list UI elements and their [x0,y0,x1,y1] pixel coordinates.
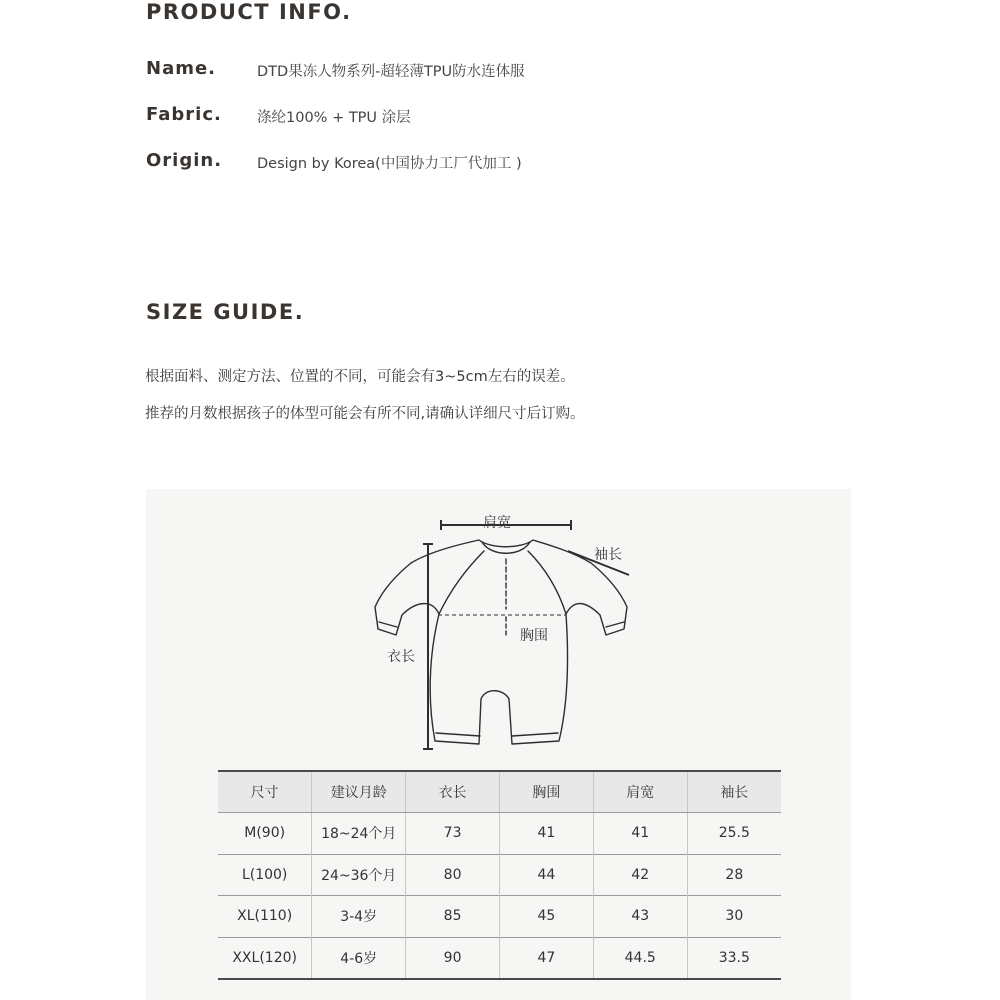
header-chest: 胸围 [499,771,593,813]
cell-age: 24~36个月 [312,854,406,896]
cell-chest: 41 [499,813,593,855]
header-shoulder: 肩宽 [593,771,687,813]
cell-chest: 45 [499,896,593,938]
info-row-fabric [146,104,846,130]
cell-sleeve: 30 [687,896,781,938]
cell-sleeve: 33.5 [687,937,781,979]
size-guide-panel [146,489,851,1000]
cell-chest: 47 [499,937,593,979]
cell-shoulder: 41 [593,813,687,855]
label-sleeve: 袖长 [594,547,622,563]
info-row-name [146,58,846,84]
table-row [218,813,781,855]
cell-size: XL(110) [237,908,293,925]
label-chest: 胸围 [520,628,548,644]
cell-shoulder: 44.5 [593,937,687,979]
header-age: 建议月龄 [312,771,406,813]
table-row [218,896,781,938]
size-table [218,770,781,980]
cell-shoulder: 43 [593,896,687,938]
product-info-title: PRODUCT INFO. [146,0,352,24]
info-label-origin: Origin. [146,150,223,171]
size-note-tolerance: 根据面料、测定方法、位置的不同，可能会有3~5cm左右的误差。 [145,369,575,385]
cell-size: L(100) [241,866,288,883]
cell-age: 4-6岁 [312,937,406,979]
cell-length: 80 [406,854,500,896]
cell-length: 85 [406,896,500,938]
romper-diagram [146,489,851,769]
table-row [218,854,781,896]
size-note-recommendation: 推荐的月数根据孩子的体型可能会有所不同,请确认详细尺寸后订购。 [145,406,585,422]
header-size: 尺寸 [218,771,312,813]
romper-illustration [375,540,627,744]
cell-sleeve: 25.5 [687,813,781,855]
table-row [218,937,781,979]
info-label-fabric: Fabric. [146,104,222,125]
cell-sleeve: 28 [687,854,781,896]
cell-length: 73 [406,813,500,855]
header-length: 衣长 [406,771,500,813]
label-length: 衣长 [387,649,415,665]
info-value-origin: Design by Korea(中国协力工厂代加工 ) [257,156,522,172]
size-table-header-row [218,771,781,813]
cell-shoulder: 42 [593,854,687,896]
cell-chest: 44 [499,854,593,896]
info-value-name: DTD果冻人物系列-超轻薄TPU防水连体服 [257,64,525,80]
cell-age: 3-4岁 [312,896,406,938]
info-label-name: Name. [146,58,217,79]
cell-length: 90 [406,937,500,979]
cell-size: M(90) [244,825,286,842]
info-value-fabric: 涤纶100% + TPU 涂层 [257,110,411,126]
size-guide-title: SIZE GUIDE. [146,300,305,324]
header-sleeve: 袖长 [687,771,781,813]
cell-age: 18~24个月 [312,813,406,855]
cell-size: XXL(120) [232,949,297,966]
info-row-origin [146,150,846,176]
label-shoulder: 肩宽 [483,515,511,531]
